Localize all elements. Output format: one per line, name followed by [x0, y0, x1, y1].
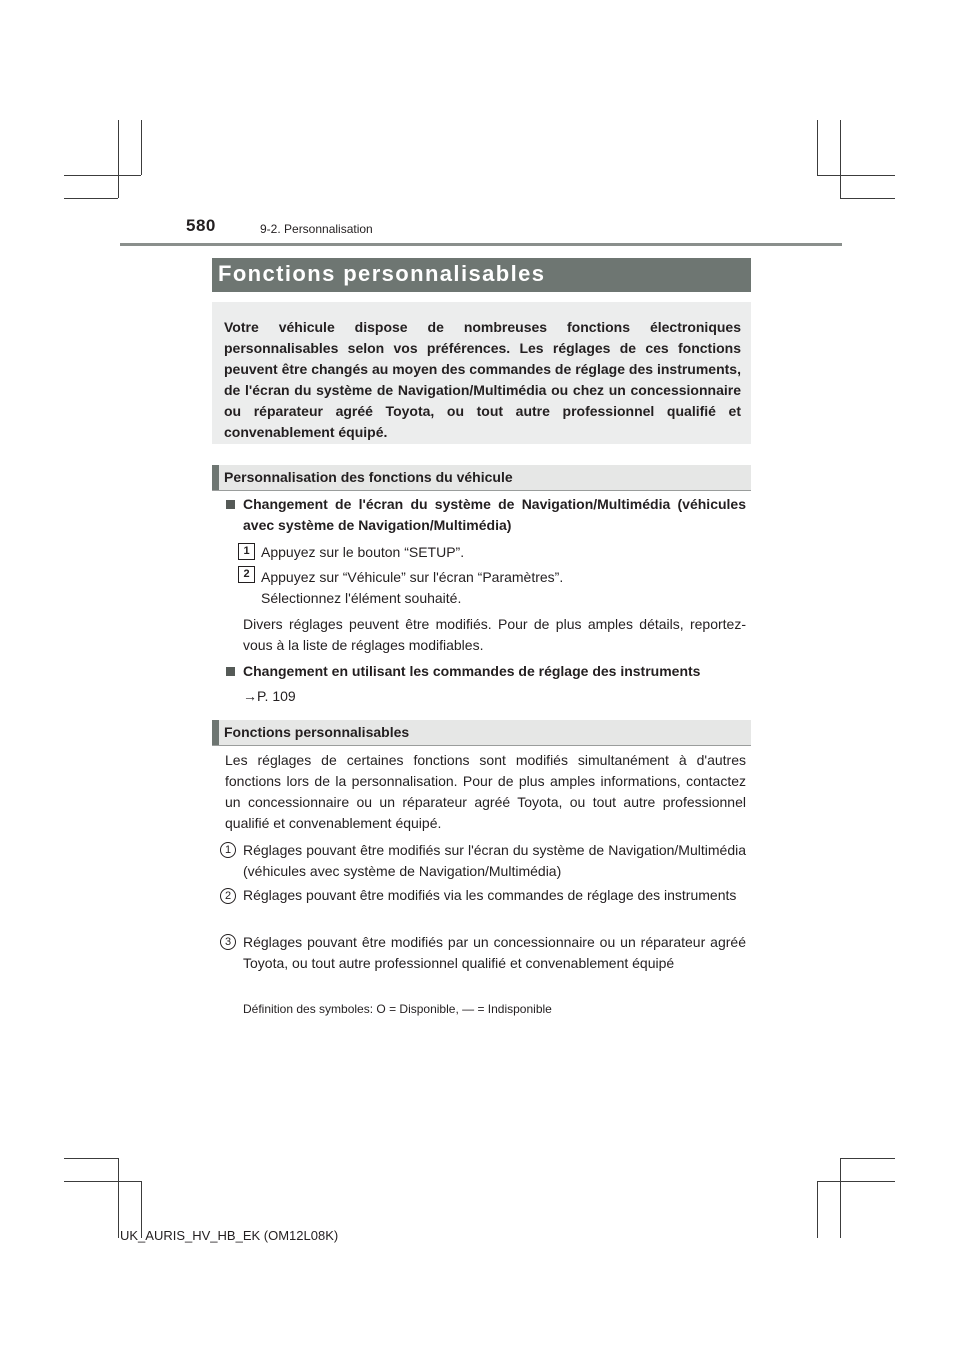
- crop-mark: [64, 175, 141, 176]
- bullet-item: [225, 661, 746, 682]
- crop-mark: [64, 1181, 141, 1182]
- crop-mark: [840, 198, 895, 199]
- section-heading-custom: [212, 720, 751, 746]
- list-item-text: Réglages pouvant être modifiés par un concessionnaire ou un réparateur agréé Toyota, ou tout autre professionnel qualifié et convenablement équipé: [243, 934, 746, 971]
- page-title: Fonctions personnalisables: [218, 261, 546, 286]
- crop-mark: [118, 120, 119, 198]
- circle-number-badge: 3: [220, 934, 236, 950]
- intro-text: Votre véhicule dispose de nombreuses fonctions électroniques personnalisables selon vos préférences. Les réglages de ces fonctions peuvent être changés au moyen des commandes de réglage des instruments, de l'écran du système de Navigation/Multimédia ou chez un concessionnaire ou réparateur agréé Toyota, ou tout autre professionnel qualifié et convenablement équipé.: [224, 319, 741, 440]
- crop-mark: [817, 1181, 818, 1238]
- list-item-text: Réglages pouvant être modifiés via les commandes de réglage des instruments: [243, 887, 737, 903]
- step-continuation: Sélectionnez l'élément souhaité.: [261, 590, 462, 606]
- square-bullet-icon: [226, 500, 235, 509]
- step-text: Appuyez sur le bouton “SETUP”.: [261, 544, 465, 560]
- crop-mark: [141, 120, 142, 175]
- intro-box: [212, 302, 751, 444]
- crop-mark: [840, 1158, 895, 1159]
- section-path: 9-2. Personnalisation: [260, 222, 373, 236]
- crop-mark: [817, 175, 895, 176]
- crop-mark: [118, 1158, 119, 1238]
- info-paragraph: Les réglages de certaines fonctions sont modifiés simultanément à d'autres fonctions lors de la personnalisation. Pour de plus amples informations, contactez un concessionnaire ou un réparateur agréé Toyota, ou tout autre professionnel qualifié et convenablement équipé.: [225, 752, 746, 831]
- section-heading-text: Fonctions personnalisables: [224, 724, 410, 740]
- bullet-text: Changement en utilisant les commandes de réglage des instruments: [243, 663, 701, 679]
- section-heading-text: Personnalisation des fonctions du véhicule: [224, 469, 513, 485]
- heading-accent: [212, 720, 219, 745]
- square-bullet-icon: [226, 667, 235, 676]
- crop-mark: [64, 198, 118, 199]
- crop-mark: [64, 1158, 118, 1159]
- crop-mark: [840, 1158, 841, 1238]
- page-reference-link[interactable]: →P. 109: [243, 688, 296, 704]
- page-number: 580: [186, 216, 216, 235]
- circle-number-badge: 1: [220, 842, 236, 858]
- bullet-item: [225, 494, 746, 536]
- step-text: Appuyez sur “Véhicule” sur l'écran “Paramètres”.: [261, 569, 564, 585]
- symbol-legend: Définition des symboles: O = Disponible, — = Indisponible: [243, 1002, 552, 1016]
- section-heading-vehicle: [212, 465, 751, 491]
- circle-number-badge: 2: [220, 888, 236, 904]
- list-item-text: Réglages pouvant être modifiés sur l'écran du système de Navigation/Multimédia (véhicules avec système de Navigation/Multimédia): [243, 842, 746, 879]
- header-rule: [120, 243, 842, 246]
- note-paragraph: Divers réglages peuvent être modifiés. Pour de plus amples détails, reportez-vous à la liste de réglages modifiables.: [243, 616, 746, 653]
- crop-mark: [817, 120, 818, 175]
- heading-accent: [212, 465, 219, 490]
- step-number-badge: 1: [238, 543, 255, 560]
- step-number-badge: 2: [238, 566, 255, 583]
- crop-mark: [840, 120, 841, 198]
- page-title-bar: [212, 258, 751, 292]
- bullet-text: Changement de l'écran du système de Navigation/Multimédia (véhicules avec système de Navigation/Multimédia): [243, 496, 746, 533]
- footer-code: UK_AURIS_HV_HB_EK (OM12L08K): [120, 1228, 339, 1243]
- crop-mark: [817, 1181, 895, 1182]
